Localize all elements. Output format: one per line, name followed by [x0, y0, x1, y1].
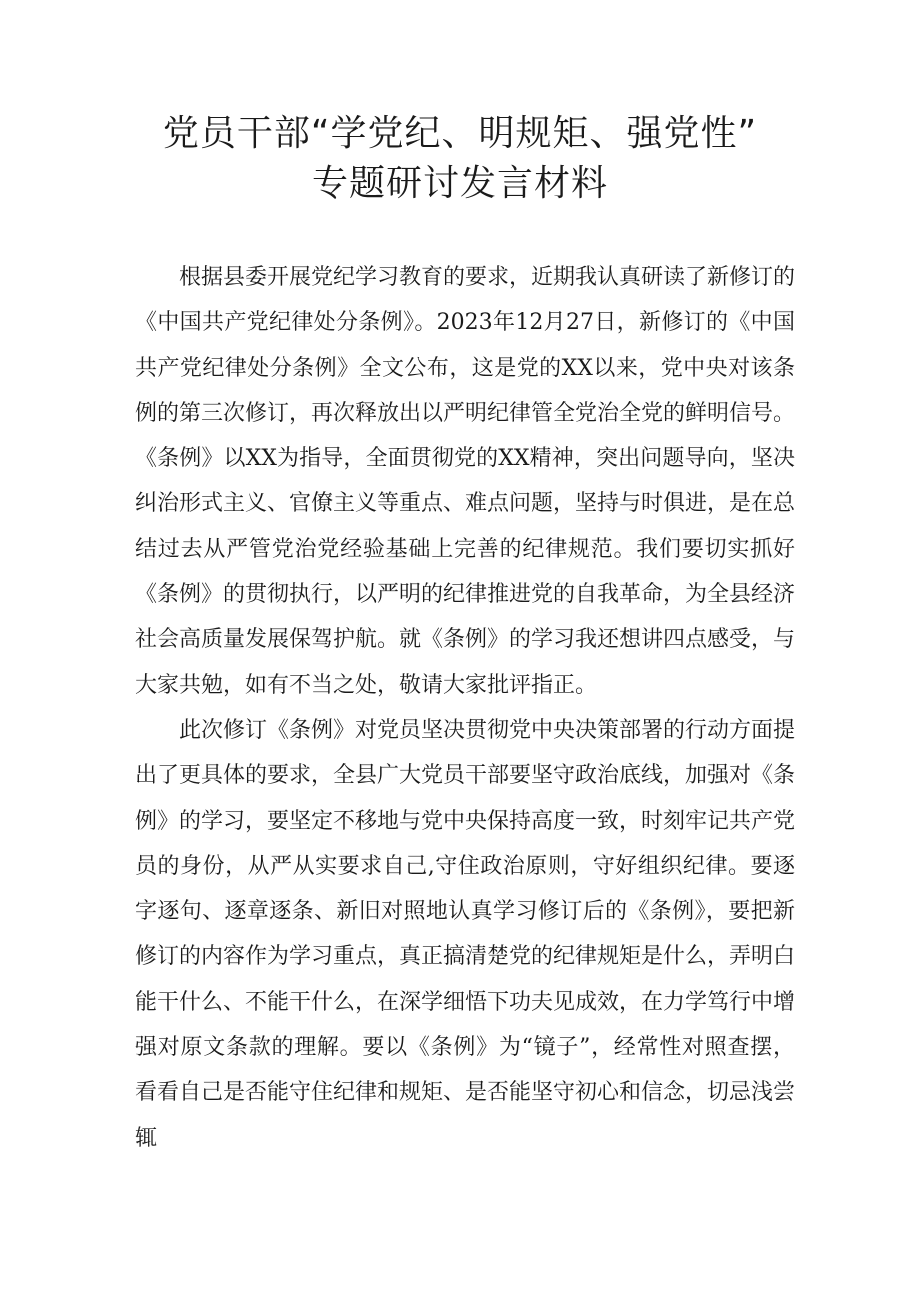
- document-title-line-1: 党员干部“学党纪、明规矩、强党性”: [162, 113, 758, 154]
- paragraph-2: 此次修订《条例》对党员坚决贯彻党中央决策部署的行动方面提出了更具体的要求，全县广大党员干部要坚守政治底线，加强对《条例》的学习，要坚定不移地与党中央保持高度一致，时刻牢记共产党员的身份，从严从实要求自己,守住政治原则，守好组织纪律。要逐字逐句、逐章逐条、新旧对照地认真学习修订后的《条例》，要把新修订的内容作为学习重点，真正搞清楚党的纪律规矩是什么，弄明白能干什么、不能干什么，在深学细悟下功夫见成效，在力学笃行中增强对原文条款的理解。要以《条例》为“镜子”，经常性对照查摆，看看自己是否能守住纪律和规矩、是否能坚守初心和信念，切忌浅尝辄: [135, 717, 796, 1151]
- document-title-line-2: 专题研讨发言材料: [311, 163, 608, 204]
- document-body: [135, 255, 795, 1161]
- paragraph-1: 根据县委开展党纪学习教育的要求，近期我认真研读了新修订的《中国共产党纪律处分条例》。2023年12月27日，新修订的《中国共产党纪律处分条例》全文公布，这是党的XX以来，党中央对该条例的第三次修订，再次释放出以严明纪律管全党治全党的鲜明信号。《条例》以XX为指导，全面贯彻党的XX精神，突出问题导向，坚决纠治形式主义、官僚主义等重点、难点问题，坚持与时俱进，是在总结过去从严管党治党经验基础上完善的纪律规范。我们要切实抓好《条例》的贯彻执行，以严明的纪律推进党的自我革命，为全县经济社会高质量发展保驾护航。就《条例》的学习我还想讲四点感受，与大家共勉，如有不当之处，敬请大家批评指正。: [135, 265, 796, 698]
